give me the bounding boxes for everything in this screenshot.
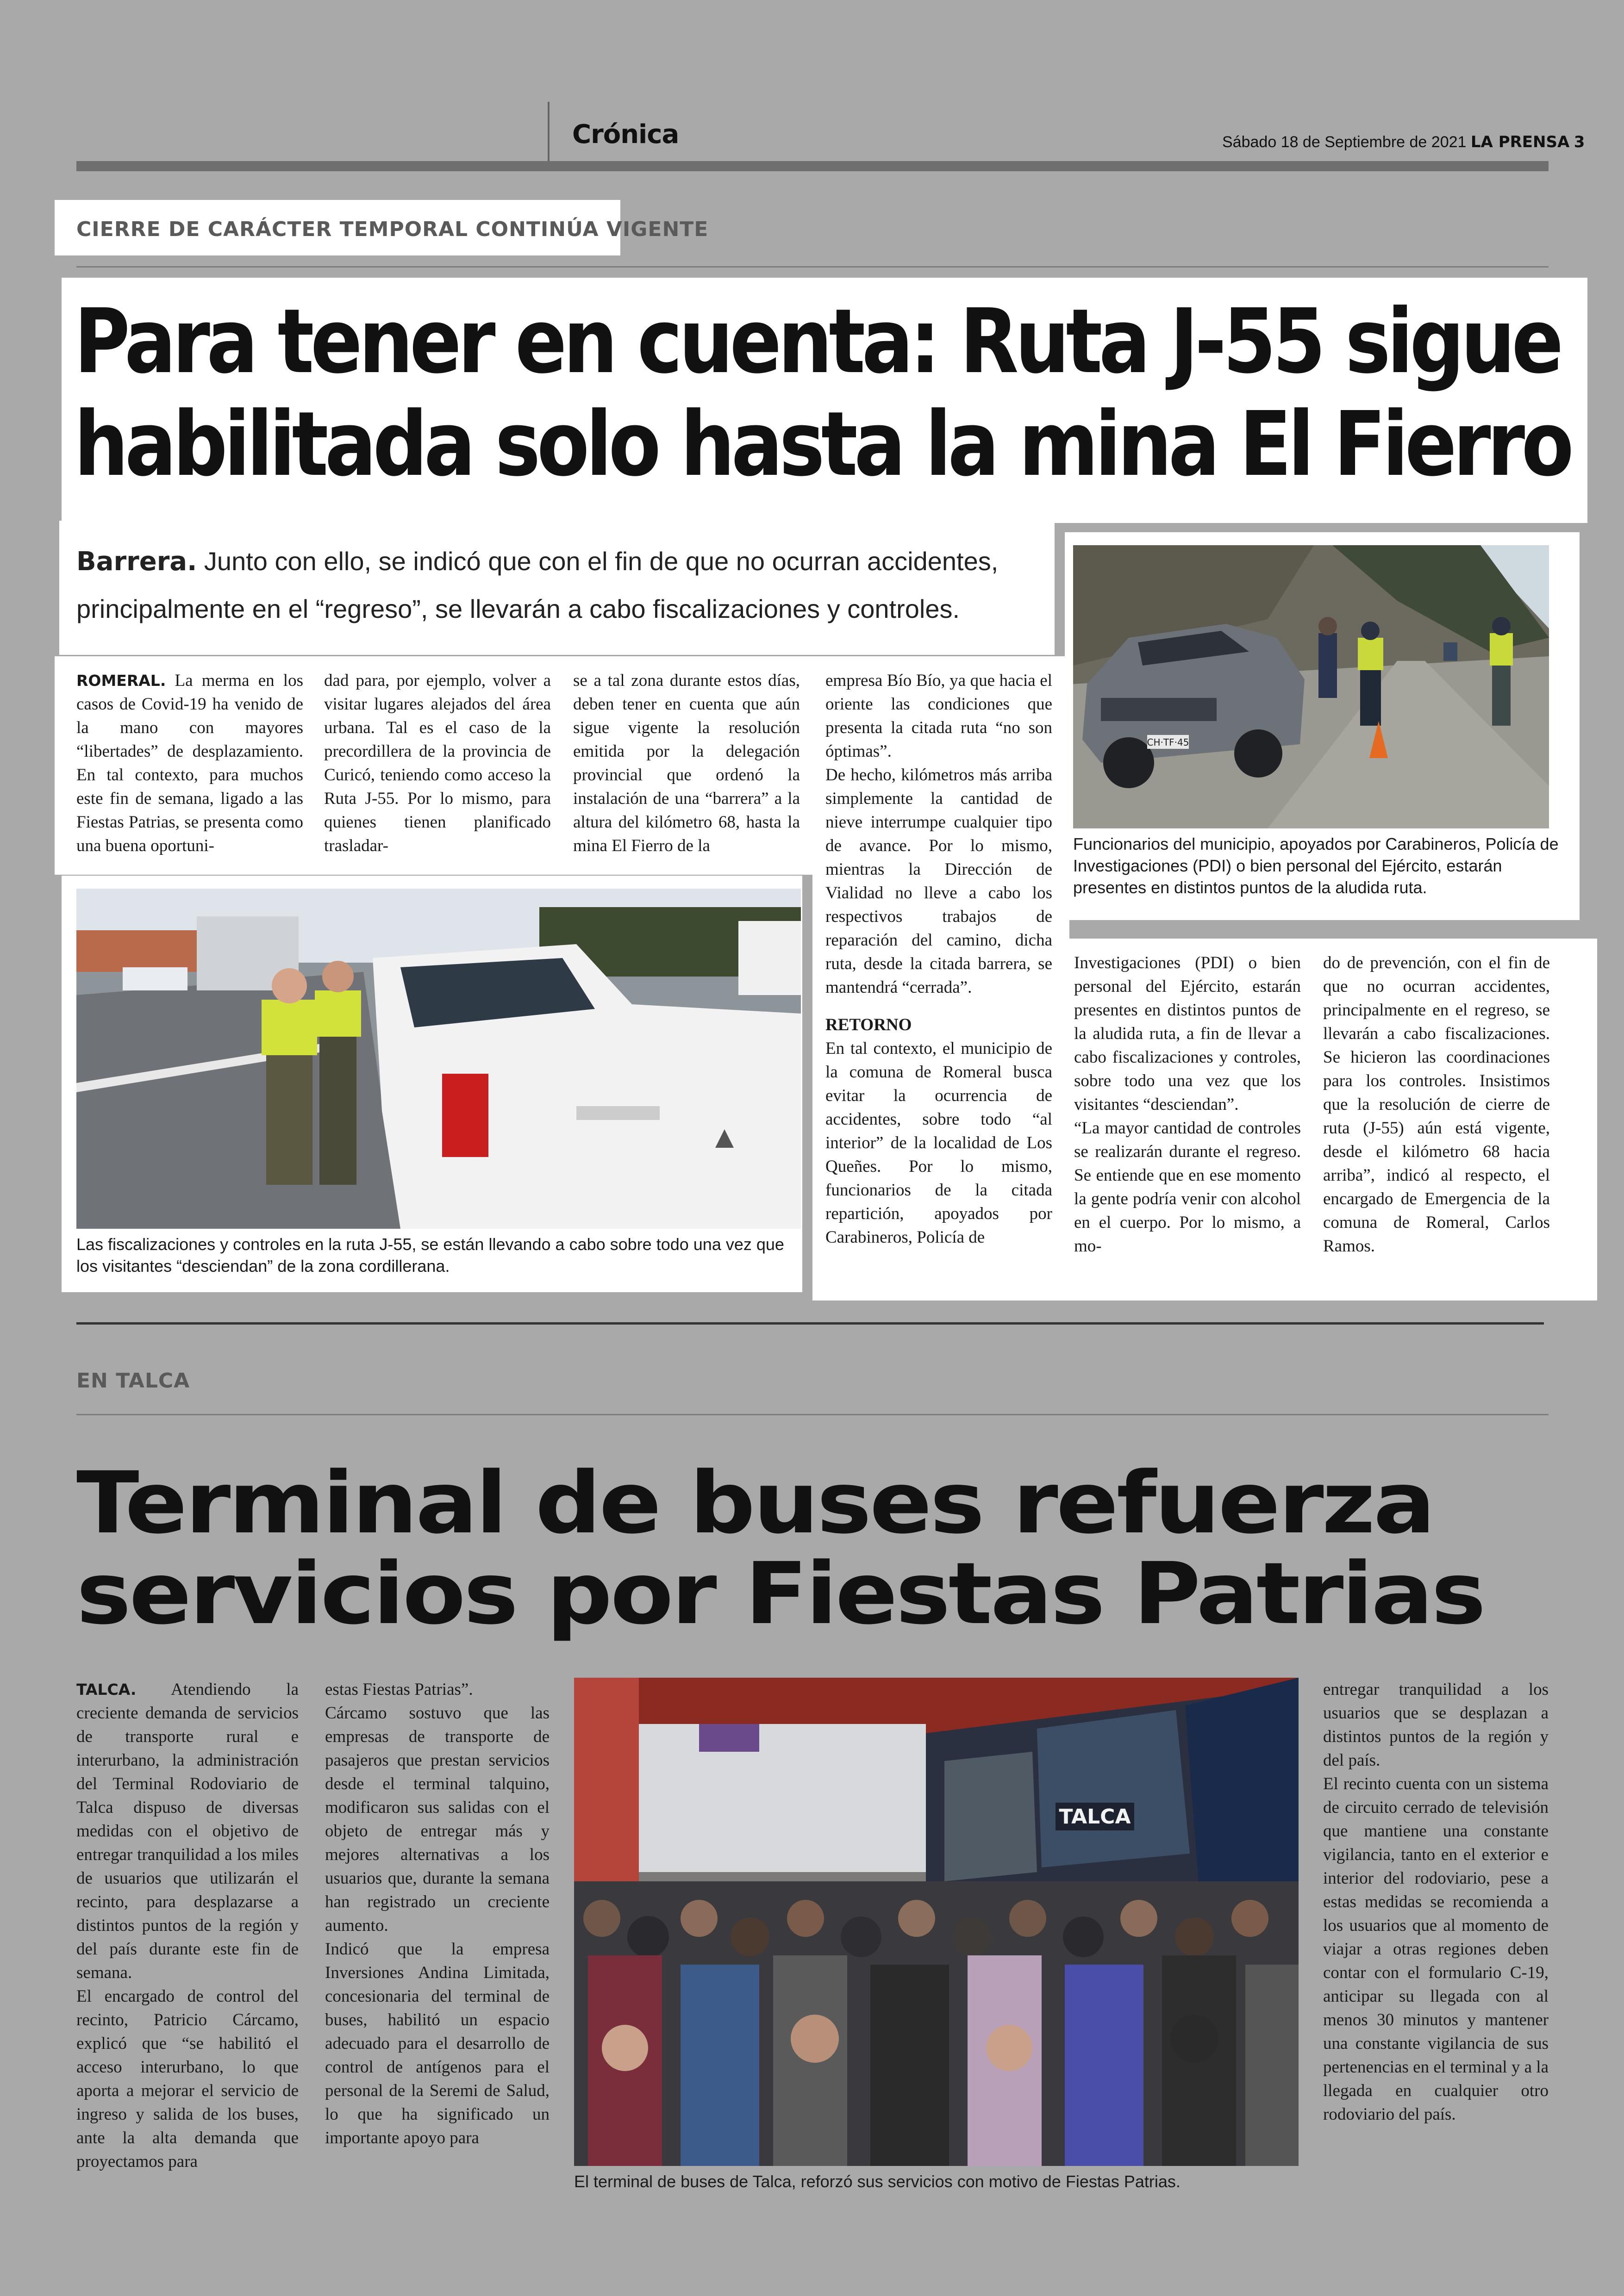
article2-kicker: EN TALCA	[76, 1369, 190, 1393]
truck-plate: CH·TF·45	[1147, 737, 1189, 748]
article1-headline-line1: Para tener en cuenta: Ruta J-55 sigue	[74, 290, 1560, 393]
article1-headline-line2: habilitada solo hasta la mina El Fierro	[74, 393, 1571, 496]
article2-col2	[325, 1678, 550, 2150]
article2-headline-line1: Terminal de buses refuerza	[76, 1454, 1434, 1553]
article1-kicker-rule	[76, 266, 1549, 268]
article2-dateline: TALCA.	[76, 1680, 137, 1699]
article1-col3: se a tal zona durante estos días, deben tener en cuenta que aún sigue vigente la resolución emitida por la delegación provincial que ordenó la instalación de una “barrera” a la altura del kilómetro 68, hasta la mina El Fierro de la	[573, 671, 800, 855]
section-title: Crónica	[572, 119, 679, 149]
bus-sign: TALCA	[1059, 1805, 1131, 1829]
header-page: 3	[1574, 133, 1585, 151]
article2-col3-p1: entregar tranquilidad a los usuarios que se desplazan a distintos puntos de la región y del país.	[1323, 1680, 1549, 1770]
article1-col1	[76, 669, 303, 858]
article2-col2-p2: Cárcamo sostuvo que las empresas de transporte de pasajeros que prestan servicios desde el terminal talquino, modificaron sus salidas con el objeto de entregar más y mejores alternativas a los usuarios que, durante la semana han registrado un creciente aumento.	[325, 1704, 550, 1935]
article1-col4	[825, 669, 1052, 1249]
article2-col3-p2: El recinto cuenta con un sistema de circuito cerrado de televisión que mantiene una constante vigilancia, tanto en el exterior e interior del rodoviario, pese a estas medidas se recomienda a los usuarios que al momento de viajar a otras regiones deben contar con el formulario C-19, anticipar su llegada con al menos 30 minutos y mantener una constante vigilancia de sus pertenencias en el terminal y a la llegada en cualquier otro rodoviario del país.	[1323, 1774, 1549, 2124]
header-paper: LA PRENSA	[1470, 133, 1570, 151]
header-dateline	[1222, 133, 1585, 151]
article1-col5-p1: Investigaciones (PDI) o bien personal del Ejército, estarán presentes en distintos puntos de la aludida ruta, a fin de llevar a cabo fiscalizaciones y controles, sobre todo una vez que los visitantes “desciendan”.	[1074, 953, 1301, 1114]
article1-lead-line1: Junto con ello, se indicó que con el fin de que no ocurran accidentes,	[197, 547, 999, 576]
article1-col5	[1074, 951, 1301, 1258]
article1-lead-label: Barrera.	[76, 547, 197, 577]
header-date: Sábado 18 de Septiembre de 2021	[1222, 133, 1467, 151]
header-rule	[76, 161, 1549, 171]
article1-photo-checkpoint	[1073, 545, 1549, 828]
article2-caption: El terminal de buses de Talca, reforzó sus servicios con motivo de Fiestas Patrias.	[574, 2172, 1181, 2191]
article1-photo-control	[76, 889, 801, 1229]
article1-col4-p3: En tal contexto, el municipio de la comuna de Romeral busca evitar la ocurrencia de accidentes, sobre todo “al interior” de la localidad de Los Queñes. Por lo mismo, funcionarios de la citada repartición, apoyados por Carabineros, Policía de	[825, 1039, 1052, 1247]
article1-caption-bottom: Las fiscalizaciones y controles en la ruta J-55, se están llevando a cabo sobre todo una vez que los visitantes “desciendan” de la zona cordillerana.	[76, 1235, 784, 1276]
article1-col4-p2: De hecho, kilómetros más arriba simplemente la cantidad de nieve interrumpe cualquier tipo de avance. Por lo mismo, mientras la Dirección de Vialidad no lleve a cabo los respectivos trabajos de reparación del camino, dicha ruta, desde la citada barrera, se mantendrá “cerrada”.	[825, 765, 1052, 997]
article2-col2-p1: estas Fiestas Patrias”.	[325, 1680, 473, 1699]
header-divider	[548, 102, 550, 162]
article2-col1	[76, 1678, 299, 2173]
article2-kicker-rule	[76, 1414, 1549, 1415]
article2-headline-line2: servicios por Fiestas Patrias	[76, 1544, 1484, 1643]
article2-photo-terminal	[574, 1678, 1299, 2166]
article2-col1-p2: El encargado de control del recinto, Patricio Cárcamo, explicó que “se habilitó el acceso interurbano, lo que aporta a mejorar el servicio de ingreso y salida de los buses, ante la alta demanda que proyectamos para	[76, 1987, 299, 2171]
article1-lead-line2: principalmente en el “regreso”, se llevarán a cabo fiscalizaciones y controles.	[76, 594, 960, 623]
article1-col5-p2: “La mayor cantidad de controles se realizarán durante el regreso. Se entiende que en ese momento la gente podría venir con alcohol en el cuerpo. Por lo mismo, a mo-	[1074, 1119, 1301, 1256]
article1-subhead: RETORNO	[825, 1015, 912, 1034]
article2-headline	[76, 1454, 1484, 1643]
article1-dateline: ROMERAL.	[76, 672, 166, 690]
article1-col1-text: La merma en los casos de Covid-19 ha venido de la mano con mayores “libertades” de desplazamiento. En tal contexto, para muchos este fin de semana, ligado a las Fiestas Patrias, se presenta como una buena oportuni-	[76, 671, 303, 855]
article1-col4-p1: empresa Bío Bío, ya que hacia el oriente las condiciones que presenta la citada ruta “no son óptimas”.	[825, 671, 1052, 761]
article2-col2-p3: Indicó que la empresa Inversiones Andina Limitada, concesionaria del terminal de buses, habilitó un espacio adecuado para el desarrollo de control de antígenos para el personal de la Seremi de Salud, lo que ha significado un importante apoyo para	[325, 1940, 550, 2147]
article1-col2: dad para, por ejemplo, volver a visitar lugares alejados del área urbana. Tal es el caso de la precordillera de la provincia de Curicó, teniendo como acceso la Ruta J-55. Por lo mismo, para quienes tienen planificado trasladar-	[324, 671, 551, 855]
article1-col6: do de prevención, con el fin de que no ocurran accidentes, principalmente en el regreso, se llevarán a cabo fiscalizaciones. Se hicieron las coordinaciones para los controles. Insistimos que la resolución de cierre de ruta (J-55) aún está vigente, desde el kilómetro 68 hacia arriba”, indicó al respecto, el encargado de Emergencia de la comuna de Romeral, Carlos Ramos.	[1323, 953, 1550, 1256]
article1-headline	[74, 291, 1570, 496]
article2-col3	[1323, 1678, 1549, 2126]
article2-col1-p1: Atendiendo la creciente demanda de servicios de transporte rural e interurbano, la administración del Terminal Rodoviario de Talca dispuso de diversas medidas con el objetivo de entregar tranquilidad a los miles de usuarios que utilizarán el recinto, para desplazarse a distintos puntos de la región y del país durante este fin de semana.	[76, 1680, 299, 1982]
article1-caption-top: Funcionarios del municipio, apoyados por Carabineros, Policía de Investigaciones (PDI) o bien personal del Ejército, estarán presentes en distintos puntos de la aludida ruta.	[1073, 834, 1559, 897]
article1-lead	[76, 538, 998, 633]
article1-kicker: CIERRE DE CARÁCTER TEMPORAL CONTINÚA VIGENTE	[76, 218, 709, 241]
section-separator	[76, 1322, 1544, 1325]
